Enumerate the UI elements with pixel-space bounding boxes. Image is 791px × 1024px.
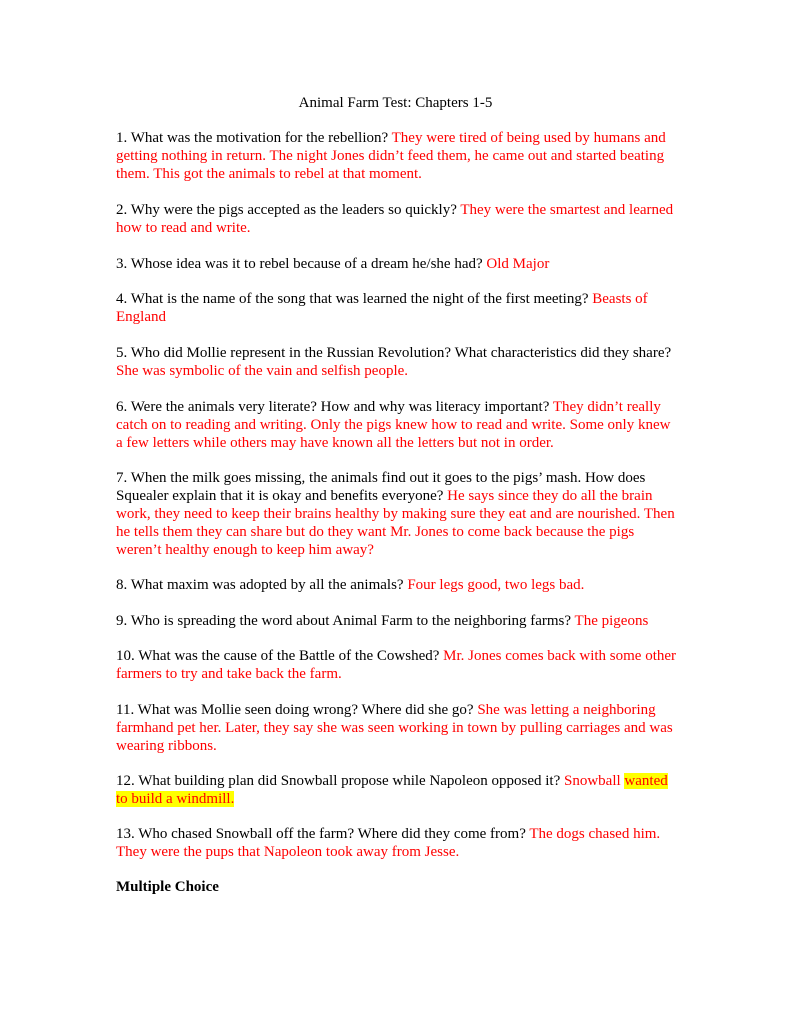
answer-text: The dogs chased him. They were the pups that Napoleon took away from Jesse. <box>116 826 661 860</box>
answer-text: They didn’t really catch on to reading and writing. Only the pigs knew how to read and write. Some only knew a few letters while others may have known all the letters but not in order. <box>116 399 671 451</box>
question-item-11 <box>116 701 676 755</box>
answer-text: Four legs good, two legs bad. <box>407 577 585 593</box>
question-item-10 <box>116 647 676 683</box>
highlighted-answer-text: wanted to build a windmill. <box>116 773 668 807</box>
answer-text: He says since they do all the brain work, they need to keep their brains healthy by making sure they eat and are nourished. Then he tells them they can share but do they want Mr. Jones to come back because the pigs weren’t healthy enough to keep him away? <box>116 488 675 558</box>
question-item-5 <box>116 344 676 380</box>
question-text: 12. What building plan did Snowball propose while Napoleon opposed it? <box>116 773 561 789</box>
question-text: 5. Who did Mollie represent in the Russian Revolution? What characteristics did they share? <box>116 345 672 361</box>
answer-text: Mr. Jones comes back with some other farmers to try and take back the farm. <box>116 648 677 682</box>
document-title: Animal Farm Test: Chapters 1-5 <box>298 95 493 111</box>
answer-text: They were tired of being used by humans and getting nothing in return. The night Jones didn’t feed them, he came out and started beating them. This got the animals to rebel at that moment. <box>116 130 666 182</box>
question-item-12 <box>116 772 676 808</box>
question-text: 4. What is the name of the song that was learned the night of the first meeting? <box>116 291 589 307</box>
question-item-4 <box>116 290 676 326</box>
question-text: 6. Were the animals very literate? How and why was literacy important? <box>116 399 550 415</box>
question-item-2 <box>116 201 676 237</box>
question-item-7 <box>116 469 676 559</box>
question-item-13 <box>116 825 676 861</box>
question-text: 13. Who chased Snowball off the farm? Where did they come from? <box>116 826 526 842</box>
question-text: 9. Who is spreading the word about Animal Farm to the neighboring farms? <box>116 613 572 629</box>
answer-text: The pigeons <box>574 613 649 629</box>
question-text: 1. What was the motivation for the rebellion? <box>116 130 389 146</box>
question-item-1 <box>116 129 676 183</box>
question-text: 8. What maxim was adopted by all the animals? <box>116 577 404 593</box>
question-text: 3. Whose idea was it to rebel because of a dream he/she had? <box>116 256 483 272</box>
question-item-8 <box>116 576 676 594</box>
section-heading-multiple-choice: Multiple Choice <box>116 879 219 895</box>
question-text: 2. Why were the pigs accepted as the leaders so quickly? <box>116 202 457 218</box>
answer-text: Old Major <box>486 256 550 272</box>
answer-text: Snowball <box>564 773 621 789</box>
question-item-6 <box>116 398 676 452</box>
answer-text: They were the smartest and learned how to read and write. <box>116 202 674 236</box>
question-item-3 <box>116 255 676 273</box>
answer-text: She was letting a neighboring farmhand pet her. Later, they say she was seen working in town by pulling carriages and was wearing ribbons. <box>116 702 673 754</box>
question-text: 11. What was Mollie seen doing wrong? Where did she go? <box>116 702 474 718</box>
answer-text: Beasts of England <box>116 291 648 325</box>
question-item-9 <box>116 612 676 630</box>
question-text: 10. What was the cause of the Battle of the Cowshed? <box>116 648 440 664</box>
question-text: 7. When the milk goes missing, the animals find out it goes to the pigs’ mash. How does Squealer explain that it is okay and benefits everyone? <box>116 470 646 504</box>
answer-text: She was symbolic of the vain and selfish people. <box>116 363 409 379</box>
